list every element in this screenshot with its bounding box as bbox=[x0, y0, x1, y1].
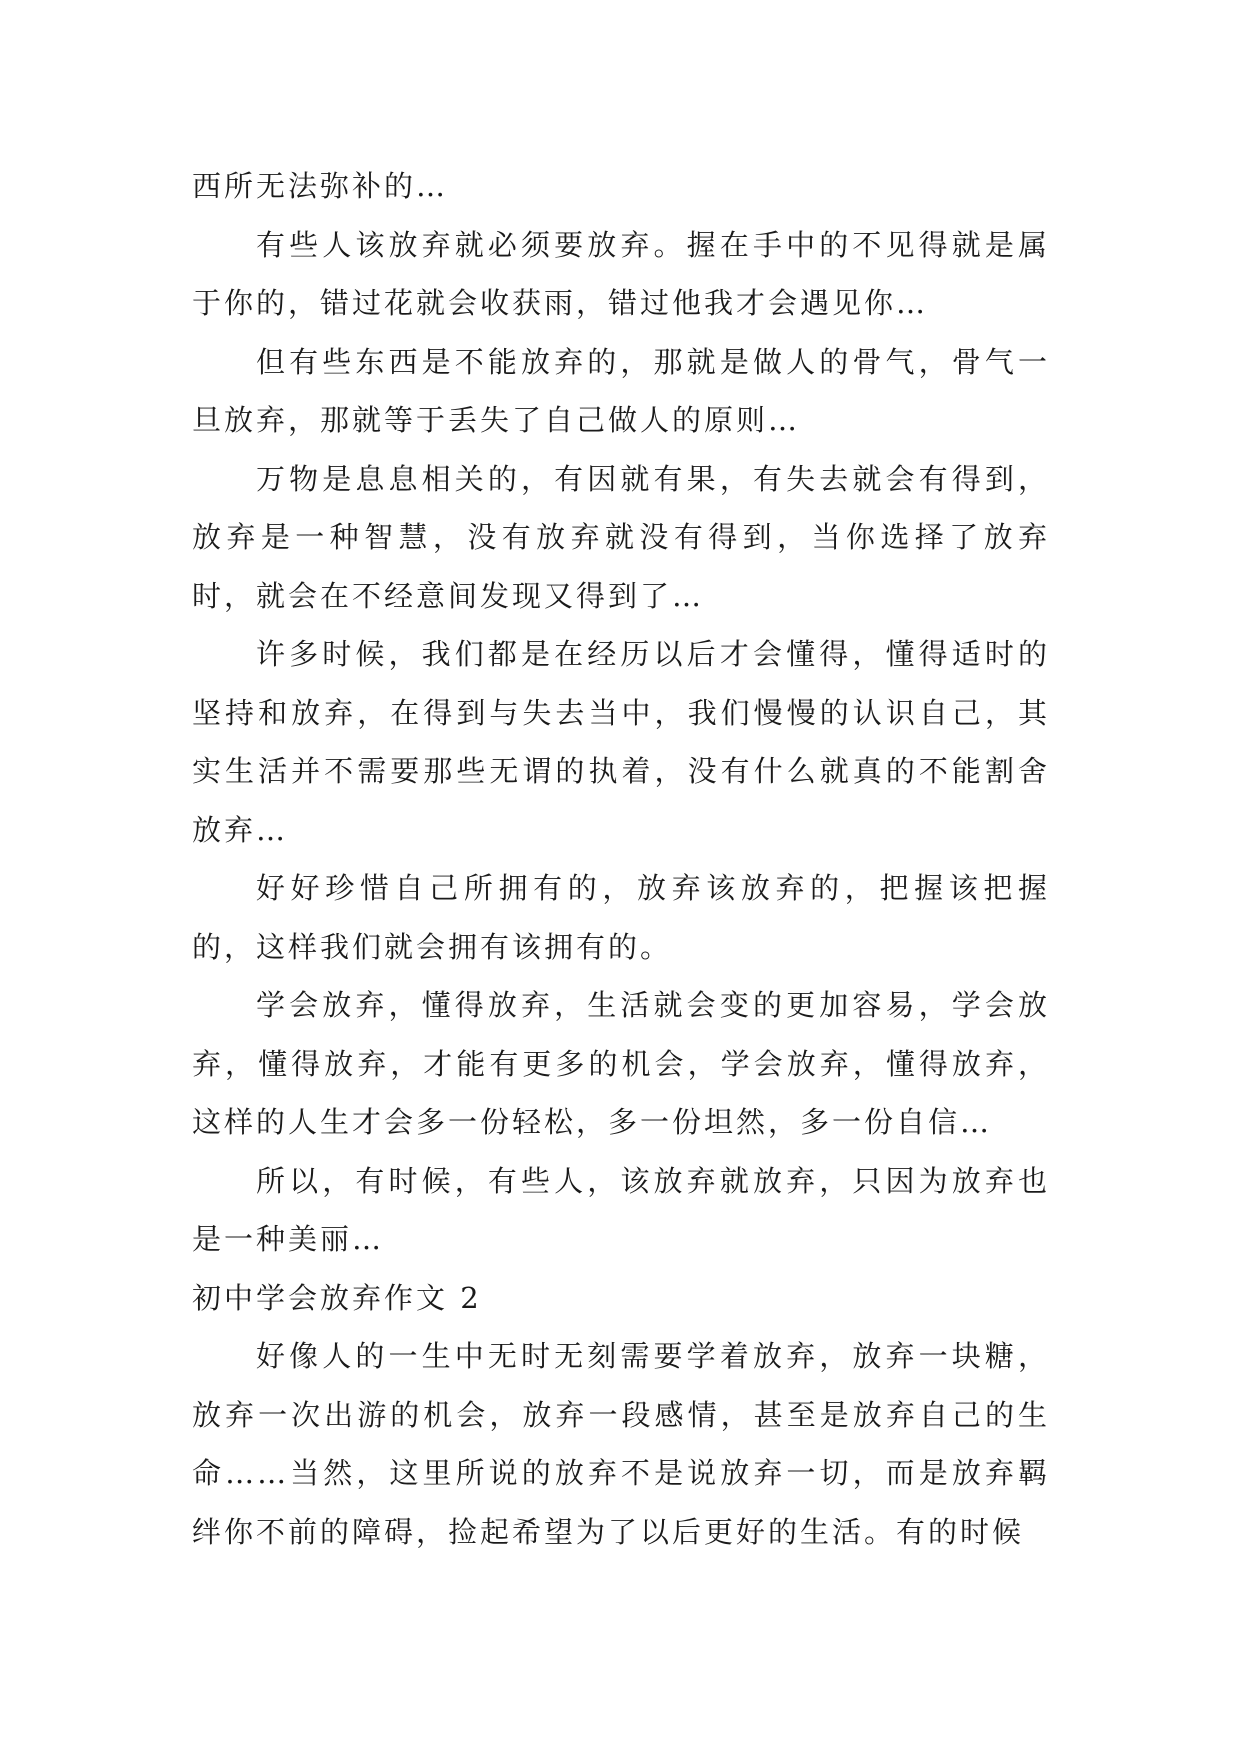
paragraph: 所以，有时候，有些人，该放弃就放弃，只因为放弃也是一种美丽… bbox=[192, 1163, 1050, 1256]
paragraph: 有些人该放弃就必须要放弃。握在手中的不见得就是属于你的，错过花就会收获雨，错过他我才会遇见你… bbox=[192, 227, 1050, 320]
document-body bbox=[192, 157, 1050, 1561]
paragraph: 好好珍惜自己所拥有的，放弃该放弃的，把握该把握的，这样我们就会拥有该拥有的。 bbox=[192, 871, 1050, 964]
paragraph: 学会放弃，懂得放弃，生活就会变的更加容易，学会放弃，懂得放弃，才能有更多的机会，学会放弃，懂得放弃，这样的人生才会多一份轻松，多一份坦然，多一份自信… bbox=[192, 988, 1050, 1139]
paragraph: 好像人的一生中无时无刻需要学着放弃，放弃一块糖，放弃一次出游的机会，放弃一段感情，甚至是放弃自己的生命……当然，这里所说的放弃不是说放弃一切，而是放弃羁绊你不前的障碍，捡起希望为了以后更好的生活。有的时候 bbox=[192, 1339, 1050, 1549]
paragraph: 但有些东西是不能放弃的，那就是做人的骨气，骨气一旦放弃，那就等于丢失了自己做人的原则… bbox=[192, 344, 1050, 437]
paragraph: 万物是息息相关的，有因就有果，有失去就会有得到，放弃是一种智慧，没有放弃就没有得到，当你选择了放弃时，就会在不经意间发现又得到了… bbox=[192, 461, 1050, 613]
section-heading: 初中学会放弃作文 2 bbox=[192, 1280, 482, 1315]
paragraph-continuation: 西所无法弥补的… bbox=[192, 169, 449, 203]
paragraph: 许多时候，我们都是在经历以后才会懂得，懂得适时的坚持和放弃，在得到与失去当中，我们慢慢的认识自己，其实生活并不需要那些无谓的执着，没有什么就真的不能割舍放弃… bbox=[192, 637, 1050, 847]
